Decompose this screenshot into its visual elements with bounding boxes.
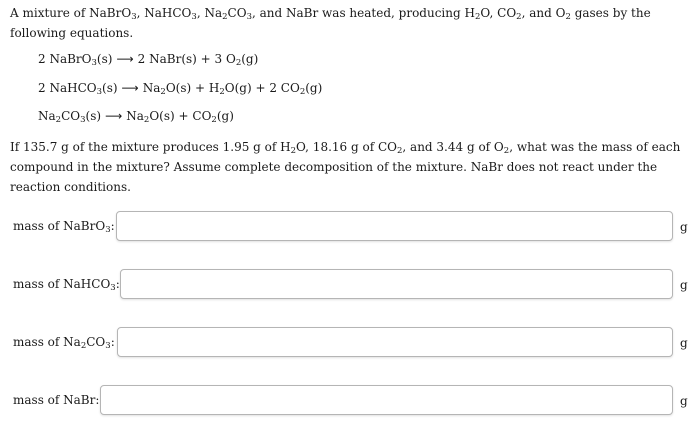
equation-2: 2 NaHCO$_3$(s) ⟶ $Na_2O(s) + H_2O(g) + 2$ $CO_2(g)$ [38,81,323,97]
mass-na2co3-input[interactable] [117,327,673,357]
mass-nabr-input[interactable] [100,385,673,415]
reaction-arrow-icon: ⟶ [121,81,139,95]
unit-label: g [680,394,688,408]
reaction-arrow-icon: ⟶ [116,52,134,66]
field-label: mass of $Na_2CO_3$: [13,335,115,351]
problem-question: If 135.7 g of the mixture produces 1.95 g of $H_2O$, 18.16 g of $CO_2$, and 3.44 g of $O_2$, what was the mass of each compound in the mixture? Assume complete decomposition of the mixture. NaBr does not react under the reaction conditions. [10,140,681,194]
equation-3: $Na_2CO_3(s)$ ⟶ $Na_2O(s) + CO_2(g)$ [38,109,234,125]
unit-label: g [680,278,688,292]
answer-row-nabr [0,385,700,417]
answer-row-na2co3 [0,327,700,359]
unit-label: g [680,220,688,234]
problem-intro: A mixture of NaBrO$_3$, NaHCO$_3$, $Na_2CO_3$, and NaBr was heated, producing $H_2O$, $CO_2$, and $O_2$ gases by the following equations. [10,6,651,40]
reaction-arrow-icon: ⟶ [105,109,123,123]
field-label: mass of NaHCO$_3$: [13,277,120,293]
answer-row-nahco3 [0,269,700,301]
field-label: mass of NaBrO$_3$: [13,219,115,235]
equation-1: 2 NaBrO$_3$(s) ⟶ 2 NaBr(s) + 3 $O_2(g)$ [38,52,259,68]
mass-nabro3-input[interactable] [116,211,673,241]
mass-nahco3-input[interactable] [120,269,673,299]
unit-label: g [680,336,688,350]
field-label: mass of NaBr: [13,393,100,407]
answer-row-nabro3 [0,211,700,243]
